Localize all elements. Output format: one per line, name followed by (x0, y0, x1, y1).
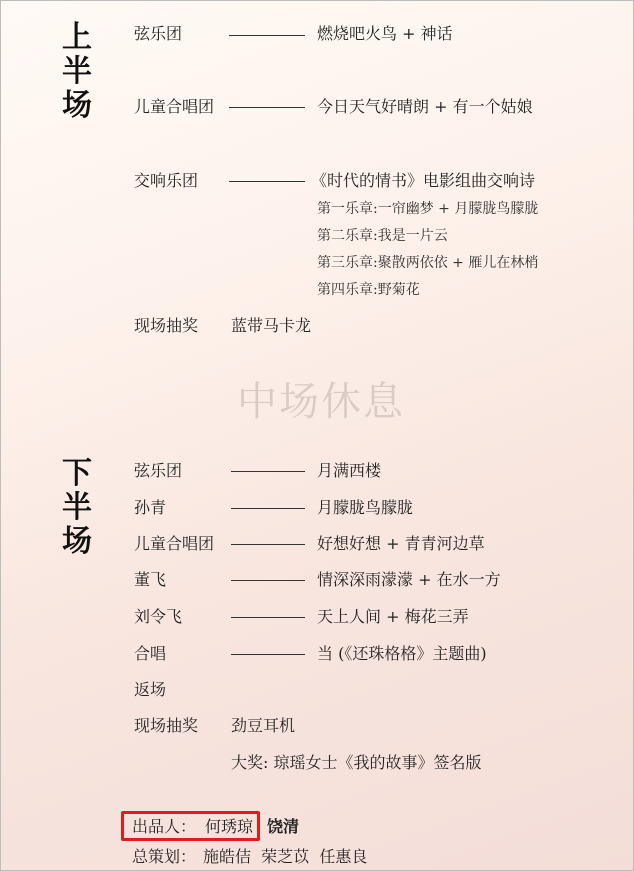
performer: 弦乐团 (134, 24, 183, 43)
dash-line (231, 580, 305, 581)
performer: 合唱 (134, 644, 167, 663)
dash-line (229, 181, 305, 182)
producer-label: 出品人： (132, 817, 197, 836)
planner-label: 总策划： (132, 847, 197, 866)
dash-line (229, 107, 305, 108)
dash-line (231, 617, 305, 618)
dash-line (231, 654, 305, 655)
performer: 儿童合唱团 (134, 97, 215, 116)
performer: 弦乐团 (134, 461, 183, 480)
intermission-label: 中场休息 (237, 379, 405, 425)
producer-highlighted: 何琇琼 (205, 817, 254, 836)
piece: 《时代的情书》电影组曲交响诗 (311, 171, 536, 190)
dash-line (231, 471, 305, 472)
performer: 孙青 (134, 498, 167, 517)
lottery-prize: 劲豆耳机 (231, 716, 296, 735)
planner-names: 施皓佶 荣芝苡 任惠良 (203, 847, 368, 866)
lottery-label: 现场抽奖 (134, 316, 199, 335)
piece: 燃烧吧火鸟 + 神话 (317, 24, 453, 43)
piece: 好想好想 + 青青河边草 (317, 534, 485, 553)
first-half-title: 上 半 场 (62, 20, 92, 123)
performer: 刘令飞 (134, 607, 183, 626)
piece: 天上人间 + 梅花三弄 (317, 607, 469, 626)
grand-prize: 大奖: 琼瑶女士《我的故事》签名版 (231, 753, 482, 772)
piece: 月满西楼 (317, 461, 382, 480)
piece: 当 (《还珠格格》主题曲) (317, 644, 487, 663)
performer: 儿童合唱团 (134, 534, 215, 553)
dash-line (231, 508, 305, 509)
dash-line (229, 35, 305, 36)
performer: 董飞 (134, 570, 167, 589)
producer-other: 饶清 (267, 817, 300, 836)
lottery-label: 现场抽奖 (134, 716, 199, 735)
second-half-title: 下 半 场 (62, 456, 92, 559)
dash-line (231, 544, 305, 545)
performer: 交响乐团 (134, 171, 199, 190)
movement: 第四乐章:野菊花 (317, 282, 420, 298)
piece: 月朦胧鸟朦胧 (317, 498, 414, 517)
piece: 情深深雨濛濛 + 在水一方 (317, 570, 501, 589)
encore: 返场 (134, 680, 167, 699)
lottery-prize: 蓝带马卡龙 (231, 316, 312, 335)
piece: 今日天气好晴朗 + 有一个姑娘 (317, 97, 533, 116)
movement: 第二乐章:我是一片云 (317, 228, 448, 244)
movement: 第一乐章:一帘幽梦 + 月朦胧鸟朦胧 (317, 201, 539, 217)
movement: 第三乐章:聚散两依依 + 雁儿在林梢 (317, 255, 539, 271)
